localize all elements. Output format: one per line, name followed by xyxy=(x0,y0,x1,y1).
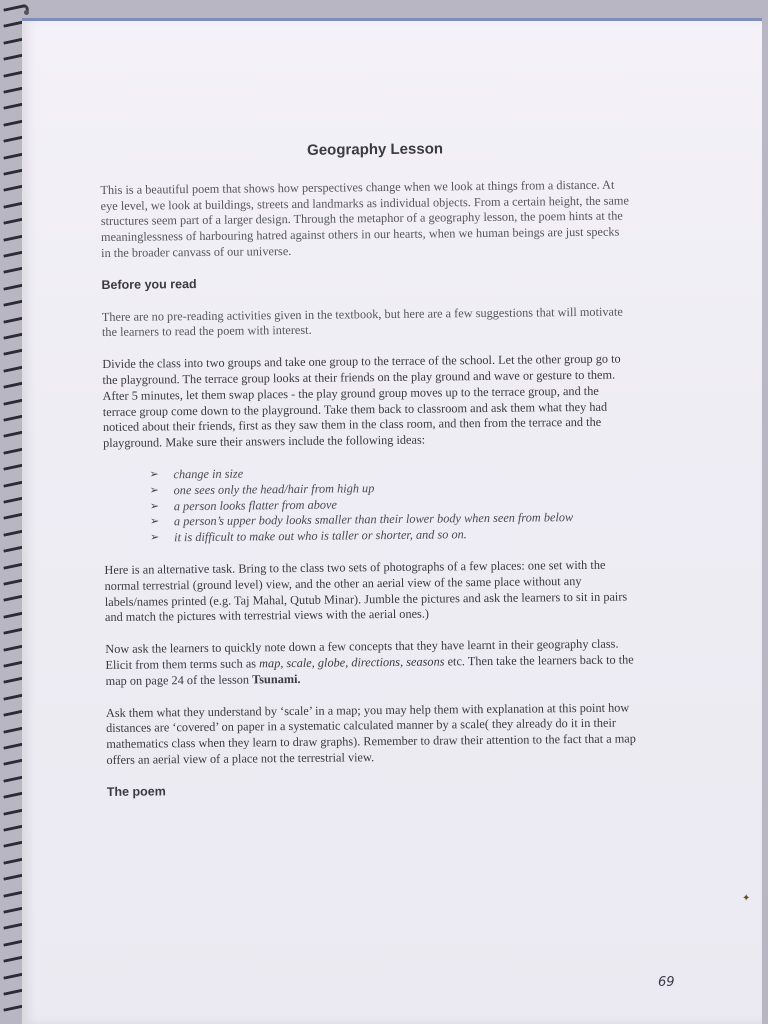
list-item: ➢ a person’s upper body looks smaller than their lower body when seen from below xyxy=(150,510,634,531)
list-item: ➢ a person looks flatter from above xyxy=(150,494,634,515)
document-body xyxy=(100,139,637,816)
page-top-edge xyxy=(22,18,762,21)
the-poem-heading: The poem xyxy=(106,784,166,799)
arrow-bullet-icon: ➢ xyxy=(149,484,159,497)
before-you-read-paragraph: There are no pre-reading activities given in the textbook, but here are a few suggestions that will motivate the learners to read the poem with interest. xyxy=(101,304,623,340)
activity-paragraph: Divide the class into two groups and take one group to the terrace of the school. Let the other group go to the playground. The terrace group looks at their friends on the play ground and wave or gesture to them. After 5 minutes, let them swap places - the play ground group moves up to the terrace group, and the terrace group come down to the playground. Take them back to classroom and ask them what they had noticed about their friends, first as they saw them in the class room, and then from the terrace and the playground. Make sure their answers include the following ideas: xyxy=(102,351,621,451)
arrow-bullet-icon: ➢ xyxy=(149,499,160,513)
alternative-task-paragraph: Here is an alternative task. Bring to the class two sets of photographs of a few places: one set with the normal terrestrial (ground level) view, and the other an aerial view of the same place without any labels/names printed (e.g. Taj Mahal, Qutub Minar). Jumble the pictures and ask the learners to sit in pairs and match the pictures with terrestrial views with the aerial ones.) xyxy=(104,557,628,625)
page-title: Geography Lesson xyxy=(307,140,444,159)
concepts-paragraph: Now ask the learners to quickly note down a few concepts that they have learnt in their geography class. Elicit from them terms such as map, scale, globe, directions, seasons etc. Then take the learners back to the map on page 24 of the lesson Tsunami. xyxy=(105,636,634,688)
spiral-coil xyxy=(2,4,28,16)
page-number: 69 xyxy=(658,975,675,990)
arrow-bullet-icon: ➢ xyxy=(149,515,160,528)
concept-terms: map, scale, globe, directions, seasons xyxy=(259,654,445,671)
list-item: ➢ one sees only the head/hair from high up xyxy=(150,478,634,499)
ink-mark: ✦ xyxy=(742,893,751,904)
lesson-name: Tsunami. xyxy=(252,671,301,687)
ideas-list xyxy=(149,462,634,546)
before-you-read-heading: Before you read xyxy=(101,276,197,292)
intro-paragraph: This is a beautiful poem that shows how perspectives change when we look at things from a distance. At eye level, we look at buildings, streets and landmarks as individual objects. From a certain height, the same structures seem part of a larger design. Through the metaphor of a geography lesson, the poem hints at the meaninglessness of harbouring hatred against others in our hearts, when we human beings are just specks in the broader canvass of our universe. xyxy=(100,177,629,260)
list-item: ➢ change in size xyxy=(149,462,633,483)
arrow-bullet-icon: ➢ xyxy=(150,531,160,544)
arrow-bullet-icon: ➢ xyxy=(149,468,159,481)
scale-paragraph: Ask them what they understand by ‘scale’ in a map; you may help them with explanation at this point how distances are ‘covered’ on paper in a systematic calculated manner by a scale( they already do it in their mathematics class when they learn to draw graphs). Remember to draw their attention to the fact that a map offers an aerial view of a place not the terrestrial view. xyxy=(105,700,636,767)
list-item: ➢ it is difficult to make out who is taller or shorter, and so on. xyxy=(150,526,634,547)
